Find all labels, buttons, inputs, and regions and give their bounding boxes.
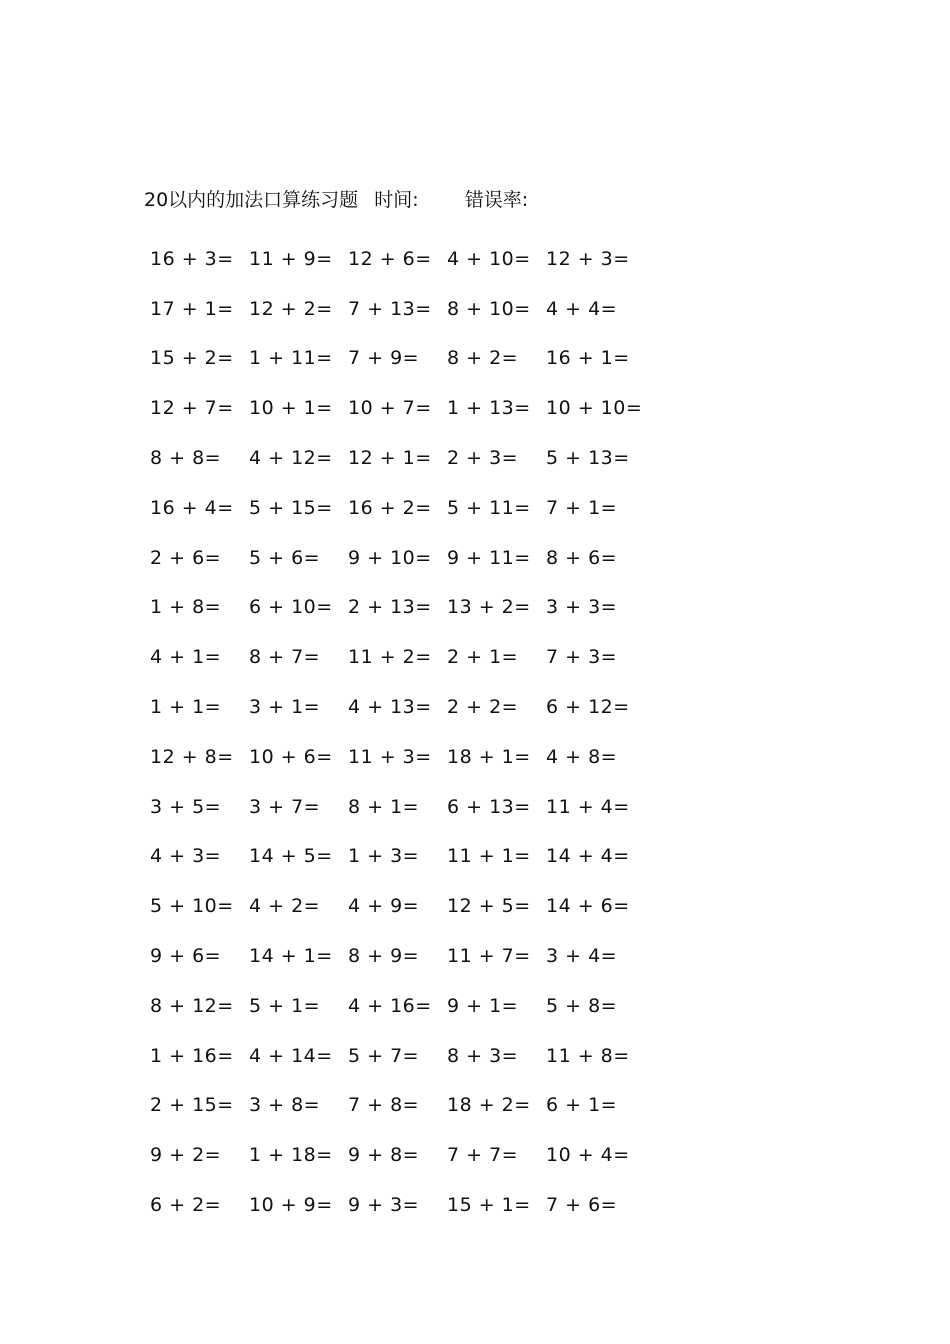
problem-cell: 4 + 4= [546,297,618,320]
problem-cell: 18 + 2= [447,1094,531,1117]
problem-row [150,1130,650,1180]
problem-cell: 4 + 3= [150,845,222,868]
problem-cell: 12 + 5= [447,895,531,918]
problem-cell: 4 + 8= [546,745,618,768]
problem-cell: 5 + 6= [249,546,321,569]
problem-cell: 2 + 13= [348,596,432,619]
problem-cell: 10 + 10= [546,397,643,420]
problem-cell: 7 + 13= [348,297,432,320]
problem-cell: 4 + 1= [150,646,222,669]
problem-row [150,583,650,633]
problem-cell: 14 + 5= [249,845,333,868]
problem-row [150,1031,650,1081]
problem-cell: 8 + 6= [546,546,618,569]
problem-cell: 11 + 2= [348,646,432,669]
problem-row [150,334,650,384]
problem-cell: 11 + 7= [447,945,531,968]
problem-cell: 12 + 1= [348,447,432,470]
problem-row [150,483,650,533]
problem-cell: 9 + 10= [348,546,432,569]
problem-cell: 1 + 11= [249,347,333,370]
problem-cell: 3 + 3= [546,596,618,619]
problem-cell: 8 + 7= [249,646,321,669]
problem-row [150,881,650,931]
problem-cell: 17 + 1= [150,297,234,320]
problem-cell: 6 + 13= [447,795,531,818]
problem-cell: 7 + 8= [348,1094,420,1117]
problem-cell: 6 + 12= [546,696,630,719]
problem-cell: 4 + 14= [249,1044,333,1067]
problem-cell: 18 + 1= [447,745,531,768]
problem-cell: 1 + 3= [348,845,420,868]
problem-cell: 8 + 8= [150,447,222,470]
problem-cell: 16 + 2= [348,496,432,519]
problem-cell: 6 + 2= [150,1194,222,1217]
problem-cell: 1 + 18= [249,1144,333,1167]
problem-cell: 13 + 2= [447,596,531,619]
worksheet-title: 20以内的加法口算练习题 [144,189,359,211]
problem-cell: 10 + 7= [348,397,432,420]
problem-cell: 2 + 6= [150,546,222,569]
problem-cell: 3 + 5= [150,795,222,818]
problem-cell: 7 + 9= [348,347,420,370]
problem-cell: 12 + 8= [150,745,234,768]
problem-row [150,782,650,832]
problem-cell: 11 + 8= [546,1044,630,1067]
problem-row [150,1081,650,1131]
problem-cell: 3 + 1= [249,696,321,719]
problem-cell: 11 + 3= [348,745,432,768]
problem-cell: 5 + 13= [546,447,630,470]
problem-cell: 10 + 9= [249,1194,333,1217]
problem-cell: 16 + 4= [150,496,234,519]
error-rate-label: 错误率: [464,189,529,211]
problem-cell: 8 + 1= [348,795,420,818]
problem-cell: 1 + 1= [150,696,222,719]
problem-cell: 8 + 10= [447,297,531,320]
problem-cell: 2 + 15= [150,1094,234,1117]
problem-cell: 11 + 9= [249,247,333,270]
problem-cell: 1 + 8= [150,596,222,619]
problem-row [150,383,650,433]
problem-cell: 14 + 4= [546,845,630,868]
problem-cell: 4 + 16= [348,994,432,1017]
problem-cell: 1 + 13= [447,397,531,420]
problem-cell: 9 + 11= [447,546,531,569]
problem-cell: 5 + 15= [249,496,333,519]
time-label: 时间: [374,189,419,211]
problem-cell: 15 + 2= [150,347,234,370]
problem-cell: 16 + 1= [546,347,630,370]
problem-cell: 4 + 2= [249,895,321,918]
problem-cell: 7 + 6= [546,1194,618,1217]
problem-cell: 9 + 6= [150,945,222,968]
problem-cell: 12 + 3= [546,247,630,270]
problem-cell: 6 + 10= [249,596,333,619]
worksheet-header [144,186,528,214]
problem-cell: 5 + 10= [150,895,234,918]
problem-grid [150,234,650,1230]
problem-cell: 11 + 4= [546,795,630,818]
problem-cell: 7 + 3= [546,646,618,669]
problem-row [150,1180,650,1230]
problem-cell: 8 + 3= [447,1044,519,1067]
problem-cell: 4 + 12= [249,447,333,470]
problem-cell: 4 + 13= [348,696,432,719]
problem-row [150,682,650,732]
problem-cell: 15 + 1= [447,1194,531,1217]
problem-row [150,931,650,981]
problem-cell: 4 + 9= [348,895,420,918]
problem-row [150,832,650,882]
problem-cell: 10 + 4= [546,1144,630,1167]
problem-cell: 4 + 10= [447,247,531,270]
problem-cell: 2 + 3= [447,447,519,470]
problem-cell: 10 + 6= [249,745,333,768]
problem-cell: 6 + 1= [546,1094,618,1117]
problem-cell: 11 + 1= [447,845,531,868]
problem-cell: 1 + 16= [150,1044,234,1067]
problem-cell: 5 + 7= [348,1044,420,1067]
problem-cell: 8 + 12= [150,994,234,1017]
problem-cell: 5 + 8= [546,994,618,1017]
problem-cell: 8 + 2= [447,347,519,370]
problem-cell: 5 + 1= [249,994,321,1017]
problem-cell: 9 + 1= [447,994,519,1017]
problem-cell: 9 + 8= [348,1144,420,1167]
problem-cell: 12 + 6= [348,247,432,270]
problem-cell: 2 + 2= [447,696,519,719]
problem-cell: 12 + 7= [150,397,234,420]
problem-cell: 16 + 3= [150,247,234,270]
problem-cell: 3 + 7= [249,795,321,818]
problem-row [150,732,650,782]
problem-row [150,981,650,1031]
problem-cell: 2 + 1= [447,646,519,669]
problem-cell: 7 + 1= [546,496,618,519]
problem-cell: 14 + 6= [546,895,630,918]
problem-row [150,632,650,682]
problem-cell: 10 + 1= [249,397,333,420]
problem-cell: 9 + 2= [150,1144,222,1167]
problem-cell: 8 + 9= [348,945,420,968]
problem-cell: 5 + 11= [447,496,531,519]
problem-row [150,533,650,583]
problem-row [150,433,650,483]
problem-cell: 14 + 1= [249,945,333,968]
problem-row [150,284,650,334]
problem-cell: 9 + 3= [348,1194,420,1217]
problem-cell: 3 + 4= [546,945,618,968]
problem-cell: 7 + 7= [447,1144,519,1167]
problem-row [150,234,650,284]
problem-cell: 3 + 8= [249,1094,321,1117]
problem-cell: 12 + 2= [249,297,333,320]
